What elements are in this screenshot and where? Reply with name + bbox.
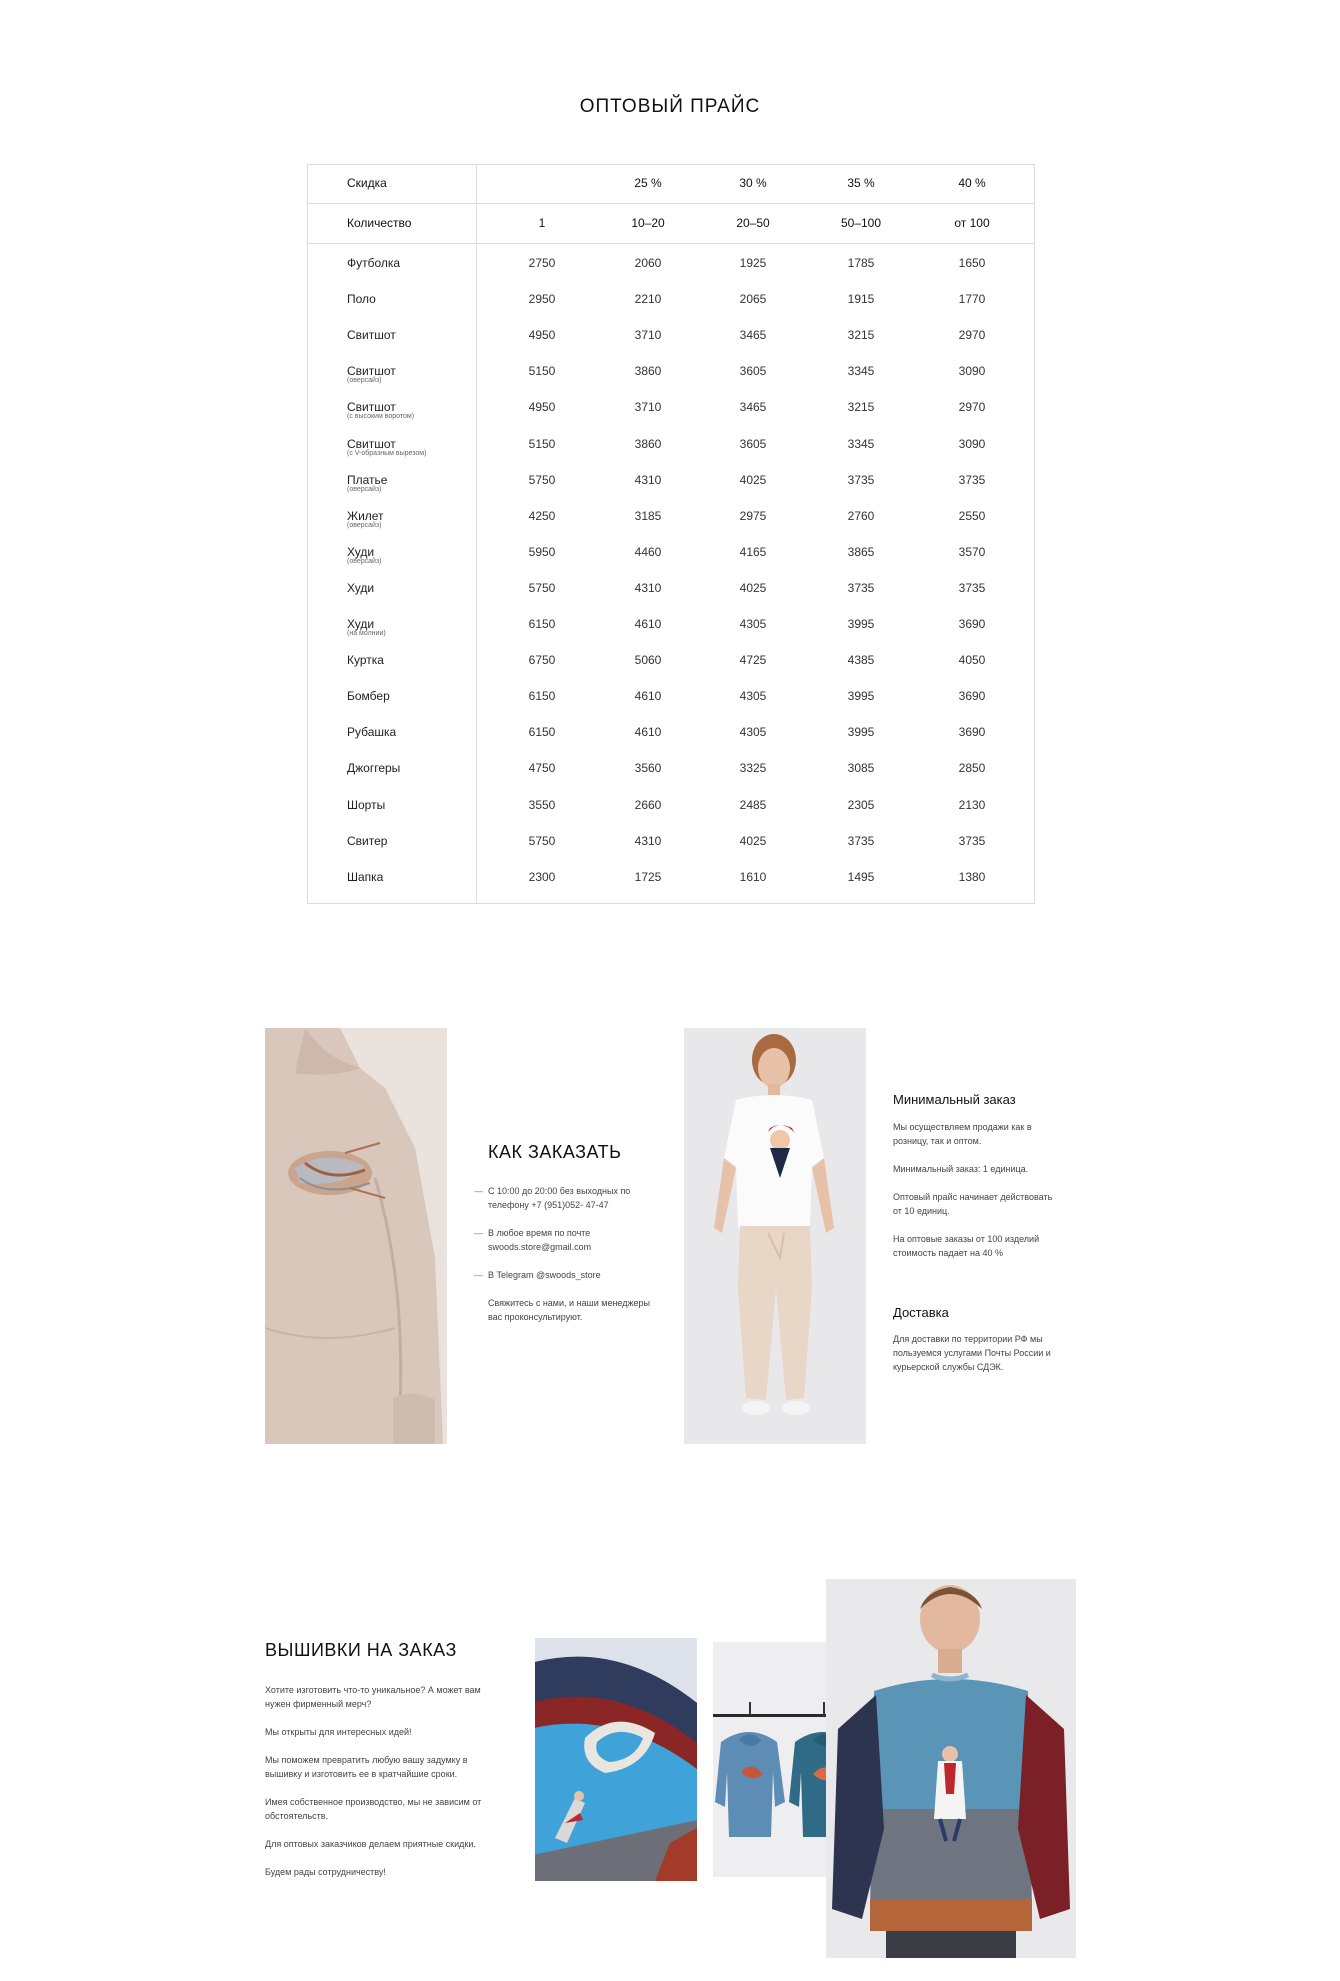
product-name [347, 761, 400, 775]
sweatshirts-closeup-photo [535, 1638, 697, 1881]
price-cell: 4310 [634, 580, 662, 595]
product-name-label: Свитшот [347, 400, 396, 415]
product-variant: (оверсайз) [347, 485, 382, 493]
price-cell: 3345 [847, 364, 875, 379]
price-cell: 3090 [958, 436, 986, 451]
product-name-label: Свитшот [347, 436, 396, 451]
model-tshirt-photo-art [684, 1028, 866, 1444]
discount-value: 25 % [634, 176, 662, 190]
price-cell: 3605 [739, 364, 767, 379]
product-name [347, 256, 400, 270]
price-cell: 4025 [739, 833, 767, 848]
price-cell: 6750 [528, 653, 556, 668]
order-title: КАК ЗАКАЗАТЬ [488, 1142, 622, 1162]
price-cell: 3215 [847, 328, 875, 343]
price-table [307, 164, 1035, 904]
discount-label: Скидка [347, 176, 387, 190]
product-name-label: Бомбер [347, 689, 390, 704]
quantity-value: 50–100 [840, 216, 882, 230]
product-variant: (оверсайз) [347, 521, 382, 529]
quantity-value: от 100 [954, 216, 990, 230]
price-cell: 4950 [528, 328, 556, 343]
price-cell: 3735 [958, 472, 986, 487]
discount-row [308, 176, 1034, 212]
minimum-p1: Мы осуществляем продажи как в розницу, так и оптом. [893, 1122, 1032, 1146]
price-cell: 5060 [634, 653, 662, 668]
price-cell: 1925 [739, 256, 767, 270]
price-cell: 2850 [958, 761, 986, 776]
price-row [308, 870, 1034, 906]
price-cell: 3465 [739, 400, 767, 415]
product-variant: (с V-образным вырезом) [347, 449, 427, 457]
embroidery-p1: Хотите изготовить что-то уникальное? А может вам нужен фирменный мерч? [265, 1685, 481, 1709]
price-cell: 3995 [847, 617, 875, 631]
price-cell: 5150 [528, 364, 556, 379]
hoodie-photo-art [265, 1028, 447, 1444]
price-cell: 1725 [634, 869, 662, 884]
minimum-p4: На оптовые заказы от 100 изделий стоимость падает на 40 % [893, 1234, 1040, 1258]
discount-value: 40 % [958, 176, 986, 190]
product-name [347, 509, 384, 529]
price-cell: 2300 [528, 869, 556, 884]
embroidery-p4: Имея собственное производство, мы не зависим от обстоятельств. [265, 1797, 482, 1821]
product-name-label: Футболка [347, 256, 401, 270]
price-row [308, 400, 1034, 436]
price-row [308, 437, 1034, 473]
product-name [347, 725, 396, 739]
price-cell: 5750 [528, 833, 556, 848]
quantity-value: 1 [538, 216, 546, 230]
minimum-text [893, 1120, 1061, 1260]
product-name-label: Свитшот [347, 364, 396, 379]
price-cell: 3185 [634, 508, 662, 523]
quantity-value: 10–20 [631, 216, 665, 230]
price-row [308, 725, 1034, 761]
price-cell: 3865 [847, 544, 875, 559]
price-cell: 2305 [847, 797, 875, 812]
product-name [347, 653, 384, 667]
embroidery-title: ВЫШИВКИ НА ЗАКАЗ [265, 1640, 457, 1660]
price-cell: 3605 [739, 436, 767, 451]
price-cell: 3215 [847, 400, 875, 415]
product-name-label: Свитер [347, 833, 388, 848]
price-cell: 2950 [528, 292, 556, 307]
price-cell: 3710 [634, 400, 662, 415]
price-cell: 3465 [739, 328, 767, 343]
order-email[interactable]: — В любое время по почте swoods.store@gmail.com [474, 1226, 660, 1254]
price-cell: 4725 [739, 653, 767, 668]
price-cell: 2750 [528, 256, 556, 270]
price-cell: 4050 [958, 653, 986, 668]
product-name [347, 292, 376, 306]
price-cell: 2975 [739, 508, 767, 523]
product-name [347, 834, 387, 848]
price-cell: 3690 [958, 689, 986, 704]
price-cell: 4025 [739, 472, 767, 487]
product-name [347, 617, 386, 637]
order-contacts [474, 1184, 660, 1324]
product-name [347, 798, 385, 812]
discount-value: 30 % [739, 176, 767, 190]
price-cell: 1610 [739, 869, 767, 884]
quantity-row [308, 216, 1034, 252]
price-title: ОПТОВЫЙ ПРАЙС [579, 96, 761, 117]
product-name [347, 870, 383, 884]
price-cell: 5750 [528, 580, 556, 595]
discount-value: 35 % [847, 176, 875, 190]
price-cell: 2060 [634, 256, 662, 270]
product-name [347, 545, 382, 565]
price-cell: 3860 [634, 364, 662, 379]
product-variant: (оверсайз) [347, 557, 382, 565]
quantity-label: Количество [347, 216, 412, 230]
price-cell: 3090 [958, 364, 986, 379]
price-cell: 4305 [739, 725, 767, 740]
product-name [347, 400, 414, 420]
price-row [308, 761, 1034, 797]
price-cell: 3085 [847, 761, 875, 776]
price-cell: 4025 [739, 580, 767, 595]
embroidery-p2: Мы открыты для интересных идей! [265, 1727, 412, 1737]
product-name [347, 473, 387, 493]
price-cell: 3735 [958, 833, 986, 848]
price-cell: 3560 [634, 761, 662, 776]
minimum-p2: Минимальный заказ: 1 единица. [893, 1164, 1029, 1174]
price-cell: 3690 [958, 617, 986, 631]
price-cell: 4305 [739, 689, 767, 704]
price-cell: 3995 [847, 725, 875, 740]
price-cell: 1495 [847, 869, 875, 884]
price-cell: 2065 [739, 292, 767, 307]
sweatshirts-closeup-photo-art [535, 1638, 697, 1881]
price-row [308, 689, 1034, 725]
price-cell: 4610 [634, 689, 662, 704]
price-cell: 2760 [847, 508, 875, 523]
price-cell: 2660 [634, 797, 662, 812]
price-cell: 4250 [528, 508, 556, 523]
price-row [308, 328, 1034, 364]
price-row [308, 617, 1034, 653]
quantity-value: 20–50 [736, 216, 770, 230]
product-variant: (с высоким воротом) [347, 413, 415, 421]
price-cell: 3735 [847, 472, 875, 487]
product-name-label: Куртка [347, 653, 384, 668]
product-name [347, 689, 390, 703]
price-cell: 1915 [847, 292, 875, 307]
price-cell: 1380 [958, 869, 986, 884]
price-row [308, 509, 1034, 545]
product-name-label: Шорты [347, 797, 386, 812]
delivery-title: Доставка [893, 1305, 949, 1320]
price-cell: 2970 [958, 328, 986, 343]
order-telegram[interactable]: — В Telegram @swoods_store [474, 1268, 660, 1282]
embroidery-p5: Для оптовых заказчиков делаем приятные скидки. [265, 1839, 476, 1849]
price-row [308, 256, 1034, 292]
price-cell: 5750 [528, 472, 556, 487]
price-cell: 5950 [528, 544, 556, 559]
price-row [308, 581, 1034, 617]
price-cell: 4310 [634, 472, 662, 487]
product-name-label: Худи [347, 544, 375, 559]
price-cell: 3710 [634, 328, 662, 343]
price-cell: 3735 [958, 580, 986, 595]
price-cell: 4950 [528, 400, 556, 415]
price-cell: 3735 [847, 833, 875, 848]
order-phone[interactable]: — С 10:00 до 20:00 без выходных по телефону +7 (951)052- 47-47 [474, 1184, 660, 1212]
product-name-label: Джоггеры [347, 761, 401, 776]
product-name-label: Худи [347, 617, 375, 631]
price-cell: 4610 [634, 617, 662, 631]
product-variant: (на молнии) [347, 630, 386, 637]
price-cell: 4750 [528, 761, 556, 776]
price-row [308, 834, 1034, 870]
price-cell: 3325 [739, 761, 767, 776]
price-cell: 4610 [634, 725, 662, 740]
price-cell: 4310 [634, 833, 662, 848]
product-name [347, 364, 396, 384]
product-name-label: Свитшот [347, 328, 396, 343]
price-cell: 4305 [739, 617, 767, 631]
price-cell: 3860 [634, 436, 662, 451]
price-cell: 3550 [528, 797, 556, 812]
price-cell: 3735 [847, 580, 875, 595]
price-cell: 2210 [634, 292, 662, 307]
product-variant: (оверсайз) [347, 377, 382, 385]
price-cell: 3690 [958, 725, 986, 740]
price-cell: 2485 [739, 797, 767, 812]
embroidery-p6: Будем рады сотрудничеству! [265, 1867, 386, 1877]
minimum-title: Минимальный заказ [893, 1092, 1016, 1107]
product-name [347, 581, 374, 595]
price-cell: 2130 [958, 797, 986, 812]
price-cell: 1785 [847, 256, 875, 270]
product-name [347, 437, 426, 457]
product-name-label: Платье [347, 472, 388, 487]
price-cell: 2970 [958, 400, 986, 415]
model-sweatshirt-photo-art [826, 1579, 1076, 1958]
price-cell: 6150 [528, 689, 556, 704]
price-row [308, 653, 1034, 689]
product-name-label: Шапка [347, 869, 384, 884]
price-cell: 1650 [958, 256, 986, 270]
price-cell: 1770 [958, 292, 986, 307]
product-name-label: Поло [347, 292, 376, 307]
price-row [308, 292, 1034, 328]
price-row [308, 473, 1034, 509]
price-cell: 4460 [634, 544, 662, 559]
embroidery-text [265, 1683, 505, 1893]
price-cell: 6150 [528, 725, 556, 740]
model-sweatshirt-photo [826, 1579, 1076, 1958]
price-cell: 2550 [958, 508, 986, 523]
product-name-label: Рубашка [347, 725, 397, 740]
product-name-label: Жилет [347, 508, 384, 523]
delivery-text: Для доставки по территории РФ мы пользуемся услугами Почты России и курьерской службы СДЭК. [893, 1334, 1051, 1372]
price-cell: 4385 [847, 653, 875, 668]
price-row [308, 364, 1034, 400]
price-cell: 3995 [847, 689, 875, 704]
minimum-p3: Оптовый прайс начинает действовать от 10 единиц. [893, 1192, 1053, 1216]
product-name [347, 328, 396, 342]
price-cell: 3345 [847, 436, 875, 451]
price-row [308, 545, 1034, 581]
price-row [308, 798, 1034, 834]
price-cell: 4165 [739, 544, 767, 559]
price-cell: 3570 [958, 544, 986, 559]
order-note: Свяжитесь с нами, и наши менеджеры вас проконсультируют. [488, 1298, 650, 1322]
embroidery-p3: Мы поможем превратить любую вашу задумку в вышивку и изготовить ее в кратчайшие сроки. [265, 1755, 468, 1779]
model-tshirt-photo [684, 1028, 866, 1444]
price-cell: 5150 [528, 436, 556, 451]
price-cell: 6150 [528, 617, 556, 631]
product-name-label: Худи [347, 580, 375, 595]
hoodie-photo [265, 1028, 447, 1444]
